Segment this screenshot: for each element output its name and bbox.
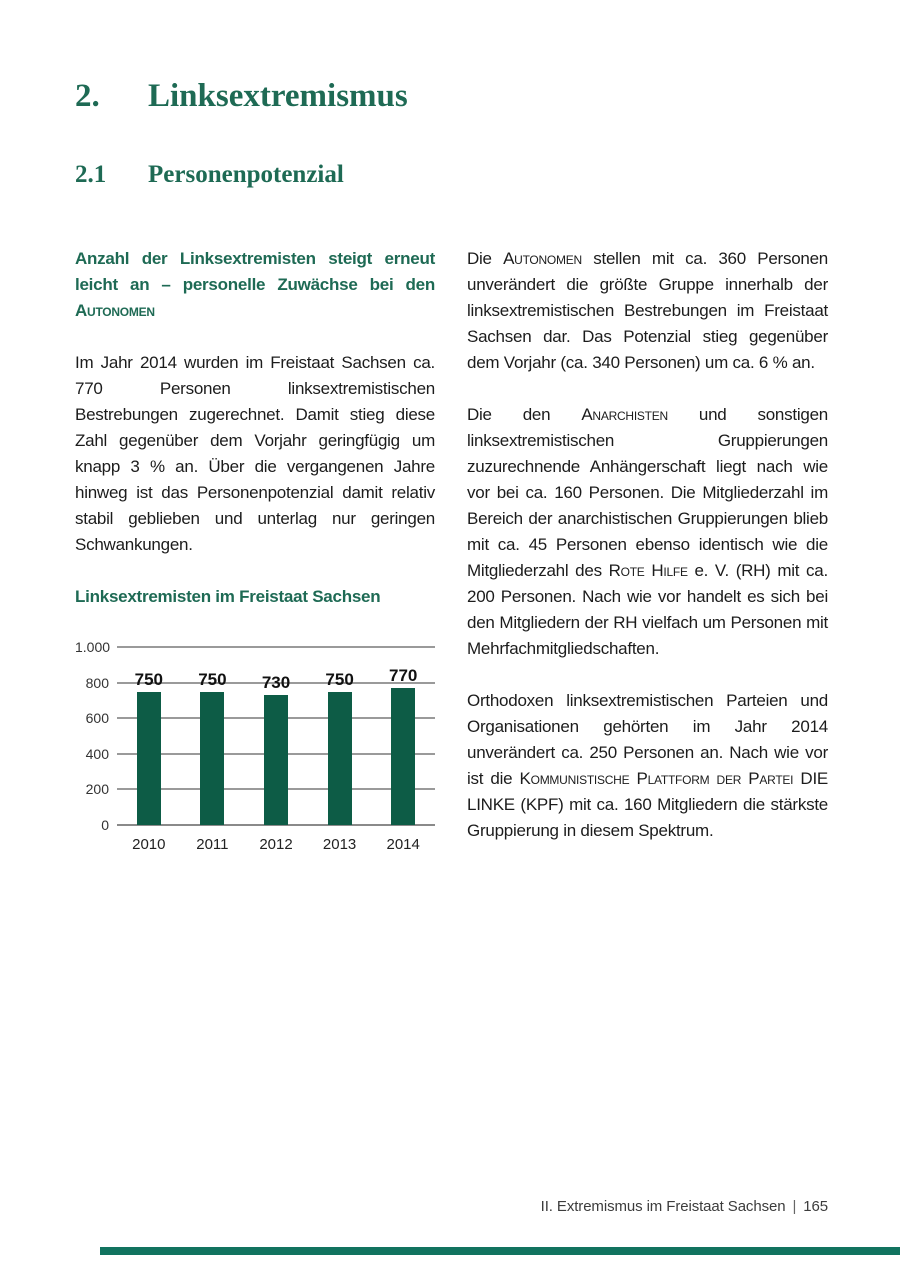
body-paragraph (467, 688, 828, 844)
smallcaps-term: Autonomen (503, 249, 582, 268)
section-title: Linksextremismus (148, 78, 408, 114)
text-run: Die (467, 249, 504, 268)
text-run: stellen mit ca. 360 Personen unverändert die größte Gruppe innerhalb der linksextremistischen Bestrebungen im Freistaat Sachsen dar. Das Potenzial stieg gegenüber dem Vorjahr (ca. 340 Personen) um ca. 6 % an. (467, 249, 829, 372)
smallcaps-term: Kommunistische Plattform der Partei (519, 769, 794, 788)
subsection-title: Personenpotenzial (148, 161, 344, 188)
smallcaps-term: Anarchisten (581, 405, 668, 424)
text-run: Anzahl der Linksextremisten steigt erneut leicht an – personelle Zuwächse bei den (75, 249, 435, 294)
chart-bar (328, 692, 352, 826)
footer (541, 1198, 828, 1215)
section-number: 2. (75, 78, 100, 114)
gridline (117, 646, 435, 648)
intro-paragraph: Im Jahr 2014 wurden im Freistaat Sachsen ca. 770 Personen linksextremistischen Bestrebungen zugerechnet. Damit stieg diese Zahl gegenüber dem Vorjahr geringfügig um knapp 3 % an. Über die vergangenen Jahre hinweg ist das Personenpotenzial damit relativ stabil geblieben und unterlag nur geringen Schwankungen. (75, 353, 435, 554)
bottom-rule (100, 1247, 900, 1255)
x-tick-label: 2010 (132, 836, 166, 853)
text-run: DIE LINKE (KPF) mit ca. 160 Mitgliedern die stärkste Gruppierung in diesem Spektrum. (467, 769, 828, 840)
text-run: e. V. (RH) mit ca. 200 Personen. Nach wie vor handelt es sich bei den Mitgliedern der RH vielfach um Personen mit Mehrfachmitgliedschaften. (467, 561, 828, 658)
lead-heading (75, 246, 435, 324)
x-tick-label: 2011 (196, 836, 229, 853)
text-run: Die den (467, 405, 582, 424)
bar-chart (75, 624, 435, 856)
footer-running-title: II. Extremismus im Freistaat Sachsen (540, 1198, 786, 1215)
body-paragraph (467, 246, 828, 376)
chart-bar (264, 695, 288, 825)
subsection-number: 2.1 (75, 161, 107, 188)
y-tick-label: 0 (101, 817, 109, 833)
section-heading (75, 78, 408, 115)
y-tick-label: 800 (85, 674, 109, 691)
x-tick-label: 2013 (322, 836, 357, 853)
left-column (75, 246, 435, 856)
x-tick-label: 2012 (259, 836, 293, 853)
right-column (467, 246, 828, 870)
x-tick-label: 2014 (386, 836, 420, 853)
bar-value-label: 750 (325, 669, 354, 689)
bar-value-label: 750 (198, 669, 227, 689)
footer-page-number: 165 (803, 1198, 828, 1215)
smallcaps-term: Autonomen (75, 301, 155, 320)
chart-bar (200, 692, 224, 826)
footer-separator: | (792, 1198, 797, 1215)
subsection-heading (75, 161, 344, 189)
body-paragraph (467, 402, 828, 662)
chart-bar (391, 688, 415, 825)
y-tick-label: 1.000 (75, 639, 111, 655)
y-tick-label: 400 (85, 745, 109, 762)
text-run: und sonstigen linksextremistischen Gruppierungen zuzurechnende Anhängerschaft liegt nach wie vor bei ca. 160 Personen. Die Mitgliederzahl im Bereich der anarchistischen Gruppierungen blieb mit ca. 45 Personen ebenso identisch wie die Mitgliederzahl des (467, 405, 828, 580)
bar-value-label: 730 (261, 673, 291, 693)
bar-value-label: 750 (134, 669, 163, 689)
chart-title: Linksextremisten im Freistaat Sachsen (75, 587, 381, 606)
y-tick-label: 200 (85, 781, 109, 798)
bar-value-label: 770 (389, 665, 418, 685)
chart-bar (137, 692, 161, 826)
smallcaps-term: Rote Hilfe (608, 561, 688, 580)
y-tick-label: 600 (85, 710, 109, 727)
text-run: Orthodoxen linksextremistischen Parteien und Organisationen gehörten im Jahr 2014 unverändert ca. 250 Personen an. Nach wie vor ist die (467, 691, 828, 788)
